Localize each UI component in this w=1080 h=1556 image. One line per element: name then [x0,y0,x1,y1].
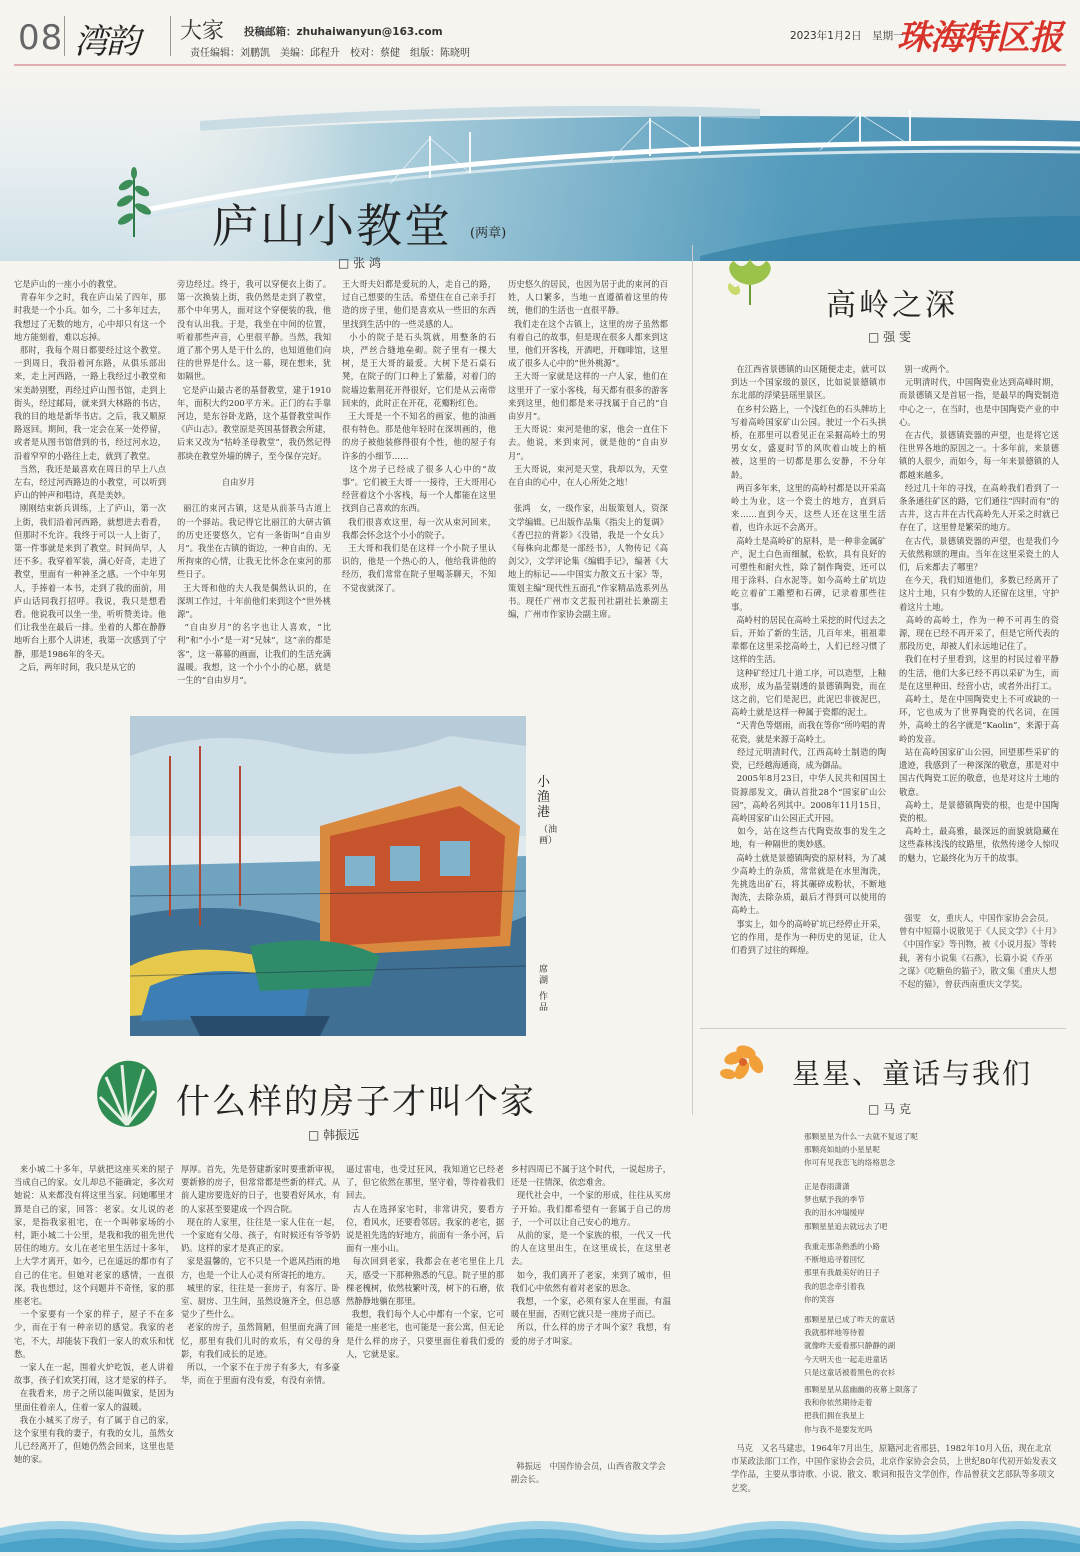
submission-email[interactable]: zhuhaiwanyun@163.com [296,26,443,38]
page-header [0,0,1080,70]
article-column: 厚厚。首先，先是替建新家时要重新审视，要新修的房子，但常常都是些新的样式。从前人建房要选好的日子，也要看好风水，有的人家甚至要建成一个四合院。 现在的人家里，往往是一家人住在一起，一个家庭有父母、孩子，有时候还有爷爷奶奶。这样的家才是真正的家。 家是温馨的，它不只是一个遮风挡雨的地方，也是一个让人心灵有所寄托的地方。 城里的家，往往是一套房子，有客厅、卧室、厨房、卫生间，虽然设施齐全，但总感觉少了些什么。 老家的房子，虽然简陋，但里面充满了回忆，那里有我们儿时的欢乐，有父母的身影，有我们成长的足迹。 所以，一个家不在于房子有多大，有多豪华，而在于里面有没有爱，有没有亲情。 [181,1164,340,1386]
article-column: 历史悠久的居民，也因为居于此的束河的百姓，人口繁多，当地一直遵循着这里的传统，他们的生活也一直很平静。 我们走在这个古镇上，这里的房子虽然都有着自己的故事，但是现在很多人都来到这里，他们开客栈，开酒吧，开咖啡馆，这里成了很多人心中的“世外桃源”。 王大哥一家就是这样的一户人家，他们在这里开了一家小客栈，每天都有很多的游客来到这里，他们都是来寻找属于自己的“自由岁月”。 王大哥说：束河是他的家，他会一直住下去。他说，来到束河，就是他的“自由岁月”。 王大哥说，束河是天堂，我却以为，天堂在自由的心中，在人心所处之地！ 张鸿 女，一级作家，出版策划人，资深文学编辑。已出版作品集《指尖上的复调》《香巴拉的背影》《没错，我是一个女兵》《每株向北都是一部经书》，人物传记《高剑父》，文学评论集《编辑手记》，编著《大地上的标记——中国实力散文五十家》等，策划主编“现代性五面孔”作家精品选系列丛书。现任广州市文艺报刊社副社长兼副主编，广州市作家协会副主席。 [508,279,668,620]
author-bio: 马克 又名马建忠，1964年7月出生，原籍河北省邢县，1982年10月入伍，现在北京市某政法部门工作，中国作家协会会员，北京作家协会会员，上世纪80年代初开始发表文学作品，主要从事诗歌、小说、散文、歌词和报告文学创作，作品曾获文艺部队等多项文艺奖。 [731,1443,1057,1493]
article-byline-home: □ 韩振远 [308,1128,360,1142]
article-title-note: (两章) [470,226,507,241]
header-divider [64,16,65,56]
flower-decoration-icon [716,1040,780,1094]
column-name: 大家 [180,19,225,44]
article-column: 来小城二十多年，早就把这座买来的屋子当成自己的家。女儿却总不能确定，多次对她说：从来都没有将这里当家。问她哪里才算是自己的家，回答：老家。女儿说的老家，是指我家祖宅，在一个叫韩家场的小村，距小城二十公里，是我和我的祖先世代居住的地方。女儿在老宅里生活过十多年，上大学才离开，如今，已在遥远的都市有了自己的住宅。但她对老家的感情，一直很深。我也想过，这个问题并不奇怪，家的那座老宅。 一个家要有一个家的样子，屋子不在多少，而在于有一种亲切的感觉。我家的老宅，不大，却能装下我们一家人的欢乐和忧愁。 一家人在一起，围着火炉吃饭，老人讲着故事，孩子们欢笑打闹，这才是家的样子。 在我看来，房子之所以能叫做家，是因为里面住着亲人，住着一家人的温暖。 我在小城买了房子，有了属于自己的家，这个家里有我的妻子，有我的女儿，虽然女儿已经离开了，但她仍然会回来，这里也是她的家。 [14,1164,174,1465]
author-bio: 强雯 女，重庆人，中国作家协会会员。曾有中短篇小说散见于《人民文学》《十月》《中国作家》等刊物，被《小说月报》等转载，著有小说集《石燕》，长篇小说《乔巫之谋》《吃糖鱼的猫子》，散文集《重庆人想不起的猫》，曾获西南重庆文学奖。 [899,913,1057,990]
issue-date: 2023年1月2日 星期一 [790,30,904,42]
article-column: 旁边经过。终于，我可以穿便衣上街了。第一次换装上街，我仍然是走到了教堂，那个中年男人，面对这个穿便装的我，他没有认出我。于是，我坐在中间的位置，听着那些声音，心里很平静。当然，我知道了那个男人是干什么的，也知道他们向往的世界是什么。这一幕，现在想来，犹如隔世。 它是庐山最古老的基督教堂，建于1910年，面积大约200平方米。正门的右手靠河边，是东谷卧龙路，这个基督教堂叫作《庐山志》。教堂原是英国基督教会所建，后来又改为“牯岭圣母教堂”，我仍然记得那块在教堂外墙的牌子，至今保存完好。 自由岁月 丽江的束河古镇，这是从前茶马古道上的一个驿站。我记得它比丽江的大研古镇的历史还要悠久，它有一条街叫“自由岁月”。我坐在古镇的街边，一种自由的、无所拘束的心情，让我无比怀念在束河的那些日子。 王大哥和他的夫人我是偶然认识的，在深圳工作过，十年前他们来到这个“世外桃源”。 “自由岁月”的名字也让人喜欢，“比利”和“小小”是一对“兄妹”，这“亲的都是客”，这一幕幕的画面，让我们的生活充满温暖。我想，这一个小个小的心愿，就是一生的“自由岁月”。 [177,279,331,686]
poem-stanza: 那颗星星从蓝幽幽的夜幕上陨落了 我和你依然期待走着 把我们拥在我星上 你与我不是要发光吗 [804,1385,918,1434]
article-column: 王大哥夫妇都是爱玩的人，走自己的路，过自己想要的生活。希望住在自己亲手打造的房子里，他们是喜欢从一些旧的东西里找到生活中的一些灵感的人。 小小的院子是石头筑就，用整条的石块，严丝合缝地垒砌。院子里有一棵大树，是王大哥的最爱。大树下是石桌石凳，在院子的门口种上了紫藤，对着门的院墙边紫荆花开得很好，它们是从云南带回来的，此时正在开花，花瓣粉红色。 王大哥是一个不知名的画家，他的油画很有特色。那是他年轻时在深圳画的，他的房子被他装修得很有个性，他的屋子有许多的小细节…… 这个房子已经成了很多人心中的“故事”。它们被王大哥一一接待，王大哥用心经营着这个小客栈，每一个人都能在这里找到自己喜欢的东西。 我们很喜欢这里，每一次从束河回来，我都会怀念这个小小的院子。 王大哥和我们是在这样一个小院子里认识的，他是一个热心的人，他给我讲他的经历，我们常常在院子里喝茶聊天，不知不觉夜就深了。 [342,279,496,593]
page-number: 08 [18,18,64,58]
article-column: 别一或两个。 元明清时代，中国陶瓷业达到高峰时期，而景德镇又是首屈一指，是最早的陶瓷制造中心之一，在当时，也是中国陶瓷产业的中心。 在古代，景德镇瓷器的声望，也是将它送往世界各地的原因之一。十多年前，来景德镇的人很少，而如今，每一年来景德镇的人都越来越多。 经过几十年的寻找，在高岭我们看到了一条条通往矿区的路，它们通往“四时而有”的古井，这古井在古代高岭先人开采之时就已存在了，这里曾是繁荣的地方。 在古代，景德镇瓷器的声望，也是我们今天依然称颂的理由。当年在这里采瓷土的人们，后来都去了哪里？ 在今天，我们知道他们，多数已经离开了这片土地，只有少数的人还留在这里，守护着这片土地。 高岭的高岭土，作为一种不可再生的资源，现在已经不再开采了，但是它所代表的那段历史，却被人们永远地记住了。 我们在村子里看到，这里的村民过着平静的生活，他们大多已经不再以采矿为生，而是在这里种田、经营小店，或者外出打工。 高岭土，是在中国陶瓷史上不可或缺的一环，它也成为了世界陶瓷的代名词，在国外，高岭土的名字就是“Kaolin”，来源于高岭的发音。 站在高岭国家矿山公园，回望那些采矿的遗迹，我感到了一种深深的敬意，那是对中国古代陶瓷工匠的敬意，也是对这片土地的敬意。 高岭土，是景德镇陶瓷的根，也是中国陶瓷的根。 高岭土，最高雅，最深远的面貌就隐藏在这些森林浅浅的纹路里，依然传递令人惊叹的魅力，它最终化为万千的故事。 [899,364,1059,863]
leaf-decoration-icon [112,165,157,244]
poem-stanza: 正是春雨潇潇 梦也赋予我的季节 我的泪水冲塌缓岸 那颗星星追去就远去了吧 [804,1182,888,1231]
painting-image [130,716,526,1036]
header-divider [170,16,171,56]
painting-artist: 席湖 [539,965,549,986]
article-byline-lushan: □ 张 鸿 [338,256,381,270]
painting-title: 小渔港 [537,775,551,820]
monstera-leaf-icon [92,1055,162,1134]
painting-artist-suffix: 作品 [539,992,549,1013]
article-title-gaoling: 高岭之深 [826,288,958,323]
article-byline-stars: □ 马 克 [868,1102,911,1116]
article-title-home: 什么样的房子才叫个家 [176,1082,536,1122]
editors-line: 责任编辑：刘鹏凯 美编：邱程升 校对：蔡健 组版：陈晓明 [190,48,470,59]
section-logo: 湾韵 [74,22,138,62]
poem-stanza: 那颗星星为什么一去就不复返了呢 那颗亮如灿的小星星呢 你可有见我恋飞的络格思念 [804,1132,918,1168]
article-title-lushan: 庐山小教堂 [212,199,452,253]
submission-label: 投稿邮箱： [244,26,297,38]
banner-image [0,66,1080,261]
painting-medium: （油画） [539,825,558,846]
author-bio: 韩振远 中国作协会员，山西省散文学会副会长。 [511,1461,666,1485]
article-column: 逼过雷电，也受过狂风，我知道它已经老了，但它依然在那里，坚守着，等待着我们回去。 古人在选择家宅时，非常讲究，要看方位，看风水，还要看邻居。我家的老宅，据说是祖先选的好地方，前面有一条小河，后面有一座小山。 每次回到老家，我都会在老宅里住上几天，感受一下那种熟悉的气息。院子里的那棵老槐树，依然枝繁叶茂，树下的石磨，依然静静地躺在那里。 我想，我们每个人心中都有一个家，它可能是一座老宅，也可能是一套公寓，但无论是什么样的房子，只要里面住着我们爱的人，它就是家。 [346,1164,504,1359]
article-title-stars: 星星、童话与我们 [792,1057,1033,1090]
section-divider [700,1028,1066,1029]
newspaper-name: 珠海特区报 [897,18,1062,58]
poem-stanza: 我重走那条熟悉的小路 不断地追寻着回忆 那里有我最美好的日子 我的思念牵引着我 你的笑容 [804,1242,880,1304]
column-divider [692,245,693,1115]
article-column: 它是庐山的一座小小的教堂。 青春年少之时，我在庐山呆了四年，那时我是一个小兵。如今，二十多年过去，我想过了无数的地方，心中却只有这一个地方能刻着，难以忘掉。 那时，我每个周日都要经过这个教堂。一到周日，我沿着河东路，从俱乐部出来，走上河西路，一路上我经过小教堂和宋美龄别墅，再经过庐山图书馆，走到上街头，经过邮局，就来到大林路的书店，我的目的地是新华书店。之后，我又顺原路返回。期间，我一定会在某一处停留，或者是从图书馆借到的书，经过河水边，沿着窄窄的小路往上走，就到了教堂。 当然，我还是最喜欢在周日的早上八点左右，经过河西路边的小教堂，可以听到庐山的钟声和唱诗，真是美妙。 刚刚结束新兵训练，上了庐山，第一次上街，我们沿着河西路，就想进去看看，但那时不允许。我终于可以一人上街了，第一件事就是来到了教堂。时间尚早，人还不多。我穿着军装，满心好奇，走进了教堂，里面有一种神圣之感。一个中年男人，手捧着一本书，走到了我的面前，用庐山话同我打招呼。我说，我只是想看看。他说我可以坐一坐，听听赞美诗。他们让我坐在最后一排。坐着的人都在静静地听台上那个人讲述，我第一次感到了宁静，那是1986年的冬天。 之后，两年时间，我只是从它的 [14,279,166,672]
article-column: 在江西省景德镇的山区随便走走，就可以到达一个国家级的景区，比如说景德镇市东北部的浮梁县瑶里景区。 在乡村公路上，一个浅红色的石头牌坊上写着高岭国家矿山公园。驶过一个石头拱桥，在那里可以看见正在采掘高岭土的男男女女，盛夏时节的风吹着山坡上的植被，这里的一切都是那么安静，不分年龄。 两百多年来，这里的高岭村都是以开采高岭土为业，这一个瓷土的地方，直到后来……直到今天，这些人还在这里生活着，也许永远不会离开。 高岭土是高岭矿的原料，是一种非金属矿产，泥土白色而细腻，松软，具有良好的可塑性和耐火性，除了制作陶瓷，还可以用于涂料、白水泥等。如今高岭土矿坑边屹立着矿工雕塑和石碑，记录着那些往事。 高岭村的居民在高岭土采挖的时代过去之后，开始了新的生活，几百年来，祖祖辈辈都在这里采挖高岭土，人们已经习惯了这样的生活。 这种矿经过几十道工序，可以造型，上釉成形，成为晶莹剔透的景德镇陶瓷，而在这之前，它们是泥巴，此泥巴非彼泥巴，高岭土就是这样一种属于瓷都的泥土。 “天青色等烟雨，而我在等你”所吟唱的青花瓷，就是来源于高岭土。 经过元明清时代，江西高岭土制造的陶瓷，已经越海通商，成为御品。 2005年8月23日，中华人民共和国国土资源部发文，确认首批28个“国家矿山公园”，高岭名列其中。2008年11月15日，高岭国家矿山公园正式开园。 如今，站在这些古代陶瓷故事的发生之地，有一种隔世的奥妙感。 高岭土就是景德镇陶瓷的原材料，为了减少高岭土的杂质，常常就是在水里淘洗，先挑选出矿石，将其碾碎成粉状，不断地淘洗，去除杂质，最后才得到可以使用的高岭土。 事实上，如今的高岭矿坑已经停止开采，它的作用，是作为一种历史的见证，让人们看到了过往的辉煌。 [731,364,887,955]
article-byline-gaoling: □ 强 雯 [868,330,911,344]
poem-stanza: 那颗星星已成了昨天的童话 我就那样地等待着 就像昨天爱看那只静静的湖 今天明天也一起走进童话 只是这童话被着黑色的衣衫 [804,1315,896,1377]
ginkgo-leaf-icon [720,255,780,314]
article-column: 乡村四周已不属于这个时代，一说起房子，还是一往情深，依恋难舍。 现代社会中，一个家的形成，往往从买房子开始。我们都希望有一套属于自己的房子，一个可以让自己安心的地方。 从前的家，是一个家族的根，一代又一代的人在这里出生，在这里成长，在这里老去。 如今，我们离开了老家，来到了城市，但我们心中依然有着对老家的思念。 我想，一个家，必须有家人在里面，有温暖在里面，否则它就只是一座房子而已。 所以，什么样的房子才叫个家？我想，有爱的房子才叫家。 [511,1164,671,1346]
footer-waves [0,1508,1080,1552]
